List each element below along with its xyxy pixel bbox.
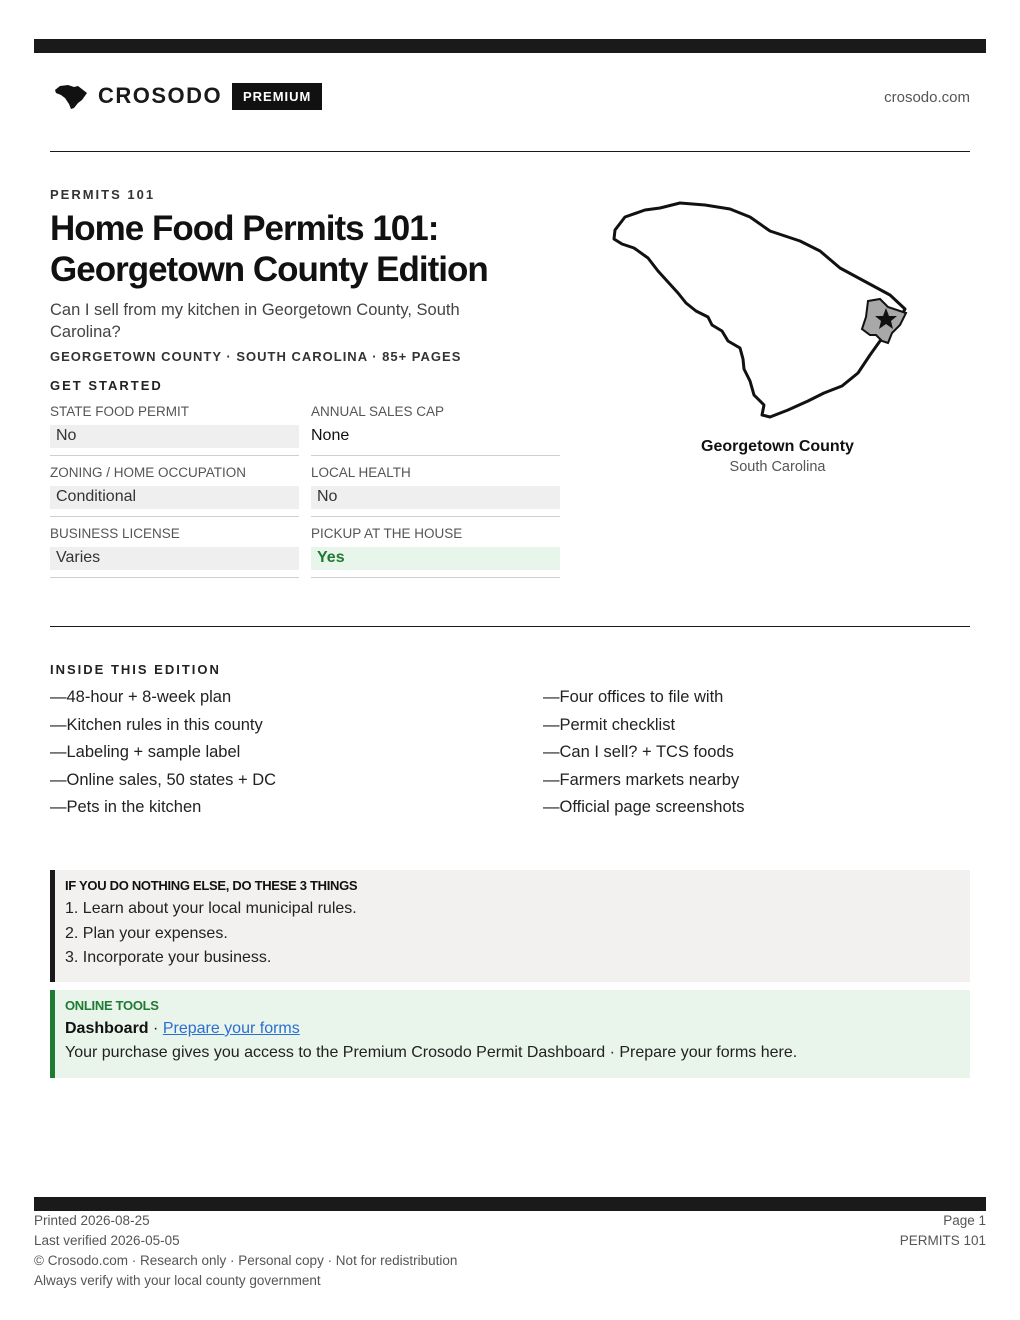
dashboard-line xyxy=(65,1017,970,1041)
site-url[interactable]: crosodo.com xyxy=(884,89,970,106)
list-item: —Online sales, 50 states + DC xyxy=(50,770,277,789)
fact-value: No xyxy=(311,486,560,509)
printed-date: Printed 2026-08-25 xyxy=(34,1213,150,1228)
inside-edition-label: INSIDE THIS EDITION xyxy=(50,662,221,677)
footer-right xyxy=(900,1211,986,1251)
three-things-callout xyxy=(50,870,970,982)
step-item: 3. Incorporate your business. xyxy=(65,949,272,966)
step-item: 2. Plan your expenses. xyxy=(65,924,228,942)
separator: · xyxy=(153,1020,159,1037)
list-item: —Pets in the kitchen xyxy=(50,798,202,816)
section-divider xyxy=(50,626,970,627)
online-tools-callout xyxy=(50,990,970,1078)
prepare-forms-link[interactable]: Prepare your forms xyxy=(162,1020,300,1037)
fact-pickup-at-house xyxy=(311,526,560,578)
state-outline-map xyxy=(600,195,950,425)
online-tools-heading: ONLINE TOOLS xyxy=(65,998,159,1013)
fact-label: STATE FOOD PERMIT xyxy=(50,404,190,419)
fact-zoning xyxy=(50,465,299,517)
page-header xyxy=(50,80,970,114)
page-number: Page 1 xyxy=(943,1213,986,1228)
fact-local-health xyxy=(311,465,560,517)
list-item: —Permit checklist xyxy=(543,715,676,734)
dashboard-description: Your purchase gives you access to the Premium Crosodo Permit Dashboard · Prepare your forms here. xyxy=(65,1044,798,1061)
three-things-steps xyxy=(65,897,970,971)
get-started-label: GET STARTED xyxy=(50,378,163,393)
fact-value: None xyxy=(311,427,350,444)
list-item: —Official page screenshots xyxy=(543,798,745,816)
fact-value: Yes xyxy=(311,547,560,570)
fact-business-license xyxy=(50,526,299,578)
fact-value: Varies xyxy=(50,547,299,570)
map-state-label: South Carolina xyxy=(729,459,826,475)
three-things-heading: IF YOU DO NOTHING ELSE, DO THESE 3 THINGS xyxy=(65,878,358,893)
footer-section: PERMITS 101 xyxy=(899,1233,986,1248)
list-item: —Kitchen rules in this county xyxy=(50,715,263,734)
page-title xyxy=(50,208,570,290)
page-subtitle: Can I sell from my kitchen in Georgetown County, South Carolina? xyxy=(50,301,460,341)
top-rule-bar xyxy=(34,39,986,53)
fact-annual-sales-cap xyxy=(311,404,560,456)
list-item: —48-hour + 8-week plan xyxy=(50,688,232,706)
fact-label: LOCAL HEALTH xyxy=(311,465,411,480)
title-line-1: Home Food Permits 101: xyxy=(50,209,439,248)
toc-left-column xyxy=(50,688,450,826)
header-divider xyxy=(50,151,970,152)
brand-name: CROSODO xyxy=(98,83,223,108)
title-line-2: Georgetown County Edition xyxy=(50,250,488,289)
list-item: —Four offices to file with xyxy=(543,688,724,706)
copyright-notice: © Crosodo.com · Research only · Personal copy · Not for redistribution xyxy=(34,1253,458,1268)
verified-date: Last verified 2026-05-05 xyxy=(34,1233,180,1248)
premium-badge: PREMIUM xyxy=(232,83,322,110)
fact-label: BUSINESS LICENSE xyxy=(50,526,180,541)
map-county-label: Georgetown County xyxy=(701,438,854,455)
footer-left xyxy=(34,1211,457,1291)
verify-note: Always verify with your local county government xyxy=(34,1273,321,1288)
fact-label: ZONING / HOME OCCUPATION xyxy=(50,465,247,480)
fact-state-food-permit xyxy=(50,404,299,456)
list-item: —Can I sell? + TCS foods xyxy=(543,743,734,761)
step-item: 1. Learn about your local municipal rules. xyxy=(65,900,357,917)
fact-label: PICKUP AT THE HOUSE xyxy=(311,526,463,541)
state-silhouette-icon xyxy=(54,84,88,110)
dashboard-label: Dashboard xyxy=(65,1020,149,1037)
edition-meta: GEORGETOWN COUNTY · SOUTH CAROLINA · 85+ PAGES xyxy=(50,349,462,364)
section-kicker: PERMITS 101 xyxy=(50,187,156,202)
list-item: —Labeling + sample label xyxy=(50,743,241,761)
bottom-rule-bar xyxy=(34,1197,986,1211)
fact-label: ANNUAL SALES CAP xyxy=(311,404,445,419)
list-item: —Farmers markets nearby xyxy=(543,770,740,789)
toc-right-column xyxy=(543,688,943,826)
fact-value: Conditional xyxy=(50,486,299,509)
fact-value: No xyxy=(50,425,299,448)
